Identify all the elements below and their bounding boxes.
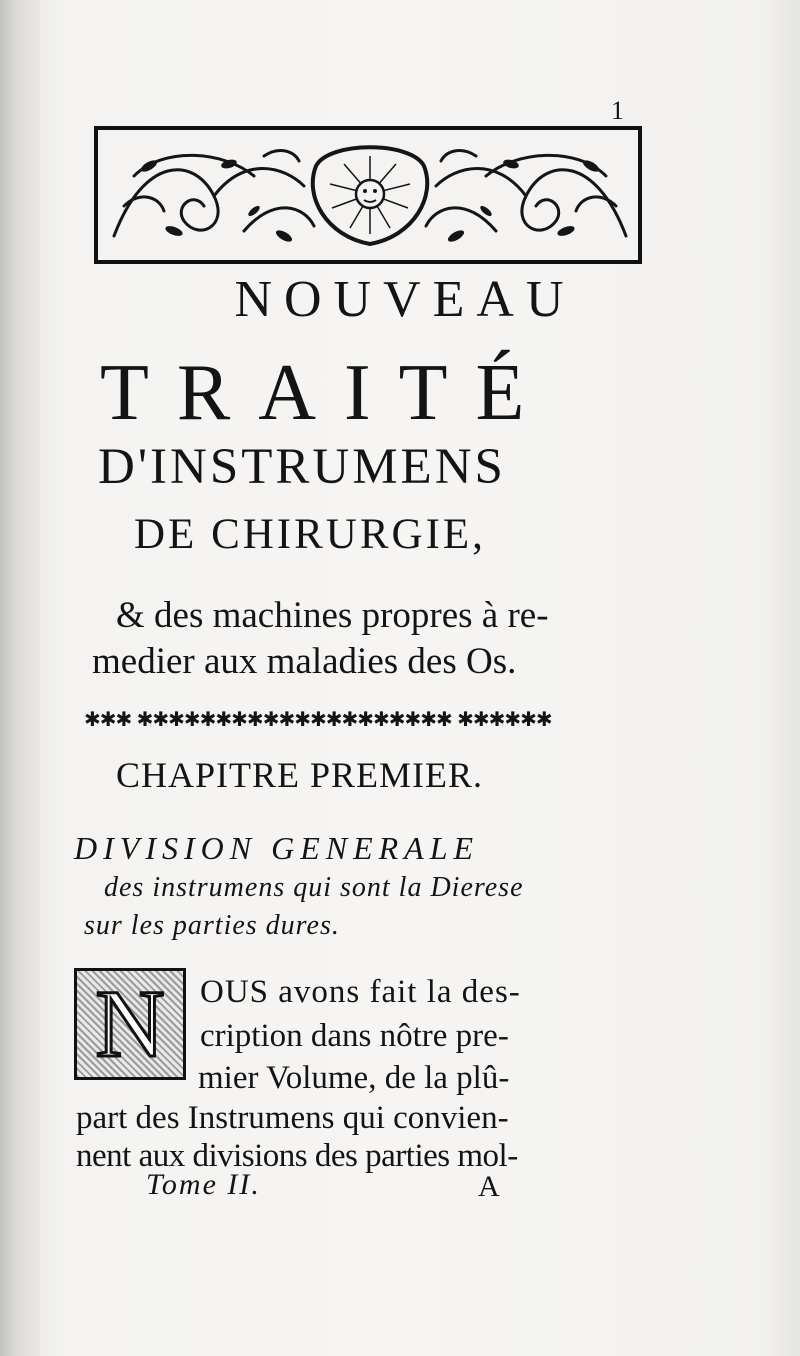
signature-mark: A bbox=[478, 1170, 500, 1203]
title-line-nouveau: NOUVEAU bbox=[234, 271, 576, 328]
book-gutter bbox=[0, 0, 40, 1356]
volume-footer: Tome II. bbox=[146, 1168, 261, 1201]
body-text-line: cription dans nôtre pre- bbox=[200, 1018, 509, 1054]
division-heading: DIVISION GENERALE bbox=[74, 830, 480, 866]
title-line-machines: & des machines propres à re- bbox=[116, 595, 549, 636]
body-text-line: mier Volume, de la plû- bbox=[198, 1060, 510, 1096]
headpiece-ornament-icon bbox=[94, 126, 642, 264]
drop-cap-initial bbox=[74, 968, 186, 1080]
division-subheading-line1: des instrumens qui sont la Dierese bbox=[104, 872, 524, 903]
division-subheading-line2: sur les parties dures. bbox=[84, 910, 340, 941]
title-line-chirurgie: DE CHIRURGIE, bbox=[134, 511, 486, 558]
body-text-line: part des Instrumens qui convien- bbox=[76, 1100, 509, 1136]
body-text-line: nent aux divisions des parties mol- bbox=[76, 1138, 518, 1174]
page-number: 1 bbox=[611, 96, 624, 125]
title-line-traite: TRAITÉ bbox=[100, 349, 553, 437]
chapter-heading: CHAPITRE PREMIER. bbox=[116, 755, 484, 795]
title-line-instrumens: D'INSTRUMENS bbox=[98, 439, 506, 495]
body-text-line: OUS avons fait la des- bbox=[200, 974, 521, 1010]
star-separator: ✱✱✱ ✱✱✱✱✱✱✱✱✱✱✱✱✱✱✱✱✱✱✱✱ ✱✱✱✱✱✱ bbox=[84, 707, 552, 731]
title-line-maladies: medier aux maladies des Os. bbox=[92, 641, 517, 682]
drop-cap-letter: N bbox=[95, 970, 165, 1077]
